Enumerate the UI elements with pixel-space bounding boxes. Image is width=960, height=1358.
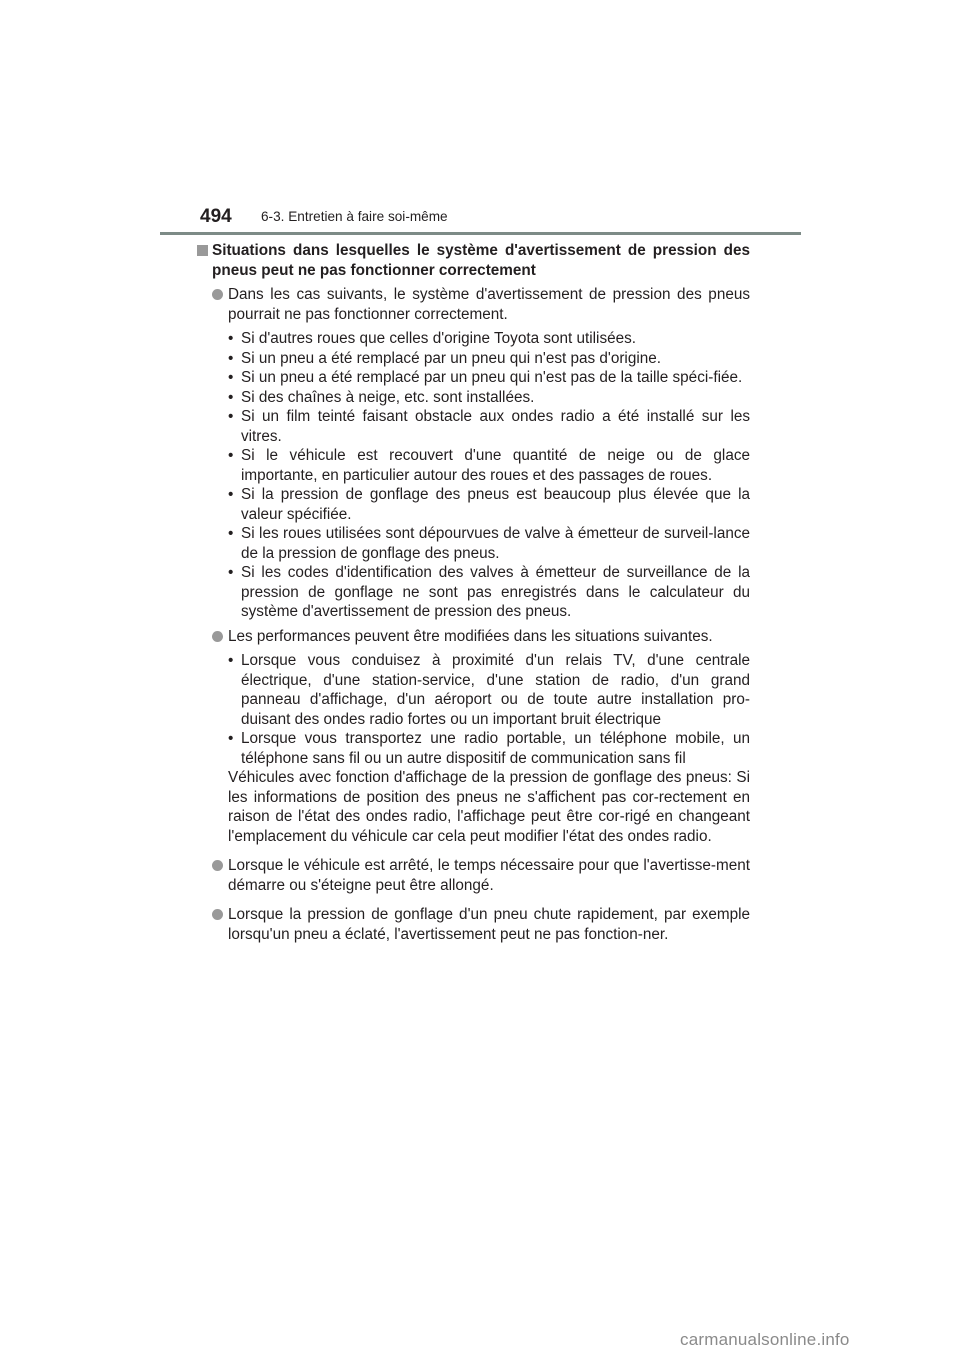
sublist-item: • Si un pneu a été remplacé par un pneu qui n'est pas d'origine. xyxy=(228,349,661,367)
list-item xyxy=(228,627,750,647)
sublist-item: • Si des chaînes à neige, etc. sont installées. xyxy=(228,388,535,406)
list-item xyxy=(228,285,750,324)
section-title: 6-3. Entretien à faire soi-même xyxy=(261,209,448,224)
dot-bullet-icon: • xyxy=(228,525,234,542)
sublist-item: • Si un film teinté faisant obstacle aux ondes radio a été installé sur les vitres. xyxy=(228,408,750,445)
list-item-text: Dans les cas suivants, le système d'avertissement de pression des pneus pourrait ne pas fonctionner correctement. xyxy=(228,286,750,323)
circle-bullet-icon xyxy=(212,289,223,300)
sublist-item: • Si un pneu a été remplacé par un pneu qui n'est pas de la taille spéci-fiée. xyxy=(228,369,743,386)
list-item-text: Les performances peuvent être modifiées dans les situations suivantes. xyxy=(228,627,713,645)
section-heading-text: Situations dans lesquelles le système d'avertissement de pression des pneus peut ne pas fonctionner correctement xyxy=(212,242,750,279)
section-heading xyxy=(212,241,750,280)
list-item-text: Lorsque le véhicule est arrêté, le temps nécessaire pour que l'avertisse-ment démarre ou s'éteigne peut être allongé. xyxy=(228,857,750,894)
header-divider xyxy=(160,232,801,235)
dot-bullet-icon: • xyxy=(228,652,234,669)
sublist xyxy=(228,651,750,768)
sublist-item: • Si les roues utilisées sont dépourvues de valve à émetteur de surveil-lance de la pression de gonflage des pneus. xyxy=(228,525,750,562)
dot-bullet-icon: • xyxy=(228,730,234,747)
dot-bullet-icon: • xyxy=(228,349,234,367)
dot-bullet-icon: • xyxy=(228,486,234,503)
page-content xyxy=(212,241,750,949)
page-header xyxy=(160,200,801,236)
circle-bullet-icon xyxy=(212,909,223,920)
list-item xyxy=(228,856,750,895)
dot-bullet-icon: • xyxy=(228,388,234,406)
dot-bullet-icon: • xyxy=(228,564,234,581)
sublist-item: • Lorsque vous conduisez à proximité d'un relais TV, d'une centrale électrique, d'une station-service, d'une station de radio, d'un grand panneau d'affichage, d'un aéroport ou de toute autre installation pro-duisant des ondes radio fortes ou un important bruit électrique xyxy=(228,652,750,728)
sublist xyxy=(228,329,750,622)
dot-bullet-icon: • xyxy=(228,447,234,464)
sublist-item: • Si les codes d'identification des valves à émetteur de surveillance de la pression de gonflage ne sont pas enregistrés dans le calculateur du système d'avertissement de pression des pneus. xyxy=(228,564,750,620)
watermark: carmanualsonline.info xyxy=(680,1330,850,1349)
list-item-text: Lorsque la pression de gonflage d'un pneu chute rapidement, par exemple lorsqu'un pneu a éclaté, l'avertissement peut ne pas fonction-ner. xyxy=(228,906,750,943)
sublist-item: • Si la pression de gonflage des pneus est beaucoup plus élevée que la valeur spécifiée. xyxy=(228,486,750,523)
dot-bullet-icon: • xyxy=(228,330,234,347)
sublist-item: • Lorsque vous transportez une radio portable, un téléphone mobile, un téléphone sans fil ou un autre dispositif de communication sans fil xyxy=(228,730,750,767)
dot-bullet-icon: • xyxy=(228,408,234,425)
page-number: 494 xyxy=(200,206,232,227)
circle-bullet-icon xyxy=(212,631,223,642)
circle-bullet-icon xyxy=(212,860,223,871)
list-item xyxy=(228,905,750,944)
sublist-item: • Si le véhicule est recouvert d'une quantité de neige ou de glace importante, en particulier autour des roues et des passages de roues. xyxy=(228,447,750,484)
note-paragraph: Véhicules avec fonction d'affichage de la pression de gonflage des pneus: Si les informations de position des pneus ne s'affichent pas cor-rectement en raison de l'état des ondes radio, l'affichage peut être cor-rigé en changeant l'emplacement du véhicule car cela peut modifier l'état des ondes radio. xyxy=(228,769,750,845)
sublist-item: • Si d'autres roues que celles d'origine Toyota sont utilisées. xyxy=(228,330,637,347)
square-bullet-icon xyxy=(197,245,208,256)
dot-bullet-icon: • xyxy=(228,369,234,386)
